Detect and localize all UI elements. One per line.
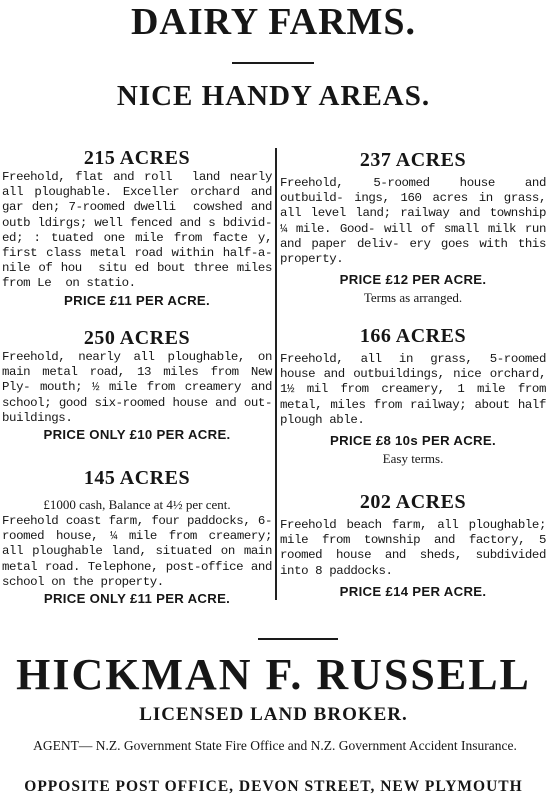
address-line: OPPOSITE POST OFFICE, DEVON STREET, NEW PLYMOUTH (24, 778, 523, 795)
listing-price: PRICE ONLY £10 PER ACRE. (43, 427, 231, 443)
listing-237-acres (280, 148, 546, 307)
listing-acres: 250 ACRES (83, 327, 191, 349)
broker-licence: LICENSED LAND BROKER. (139, 704, 408, 725)
listing-terms: Terms as arranged. (363, 290, 463, 306)
page-title: DAIRY FARMS. (130, 1, 417, 43)
listing-acres: 166 ACRES (359, 325, 467, 347)
listing-description: Freehold coast farm, four paddocks, 6- roomed house, ¼ mile from creamery; all ploughable land, situated on main metal road. Telephone, post-office and school on the property. (2, 514, 272, 589)
listing-price: PRICE ONLY £11 PER ACRE. (43, 591, 231, 607)
listing-166-acres (280, 324, 546, 468)
column-divider (275, 148, 277, 600)
listing-description: Freehold, all in grass, 5-roomed house and outbuildings, nice orchard, 1½ mil from creamery, 1 mile from metal, miles from railway; about half plough able. (280, 352, 546, 427)
listing-description: Freehold, 5-roomed house and outbuild- ings, 160 acres in grass, all level land; railway and township ¼ mile. Good- will of small milk run and paper deliv- ery goes with this property. (280, 176, 546, 267)
listing-description: Freehold, flat and roll land nearly all ploughable. Exceller orchard and gar den; 7-roomed dwelli cowshed and outb ldirgs; well fenced and s bdivid- ed; : tuated one mile from facte y, first class metal road within half-a-nile of hou situ ed bout three miles from Le on statio. (2, 170, 272, 291)
listing-acres: 215 ACRES (83, 147, 191, 169)
listing-145-acres (2, 466, 272, 608)
listing-202-acres (280, 490, 546, 601)
listing-215-acres (2, 146, 272, 310)
listing-acres: 145 ACRES (83, 467, 191, 489)
listing-acres: 237 ACRES (359, 149, 467, 171)
broker-name: HICKMAN F. RUSSELL (16, 650, 531, 699)
page-subtitle: NICE HANDY AREAS. (116, 80, 431, 112)
listing-price: PRICE £11 PER ACRE. (64, 292, 210, 308)
listing-price: PRICE £8 10s PER ACRE. (330, 433, 496, 449)
listing-description: Freehold beach farm, all ploughable; mile from township and factory, 5 roomed house and sheds, subdivided into 8 paddocks. (280, 518, 546, 578)
listing-description: Freehold, nearly all ploughable, on main metal road, 13 miles from New Ply- mouth; ½ mile from creamery and school; good six-roomed house and out- buildings. (2, 350, 272, 425)
listing-price: PRICE £14 PER ACRE. (339, 583, 487, 599)
listing-250-acres (2, 326, 272, 444)
listing-cash-note: £1000 cash, Balance at 4½ per cent. (43, 497, 231, 512)
title-rule (232, 62, 314, 64)
agent-line: AGENT— N.Z. Government State Fire Office and N.Z. Government Accident Insurance. (33, 738, 517, 753)
listing-price: PRICE £12 PER ACRE. (339, 272, 487, 288)
listing-acres: 202 ACRES (359, 491, 467, 513)
footer-rule (258, 638, 338, 640)
listing-terms: Easy terms. (382, 451, 444, 467)
